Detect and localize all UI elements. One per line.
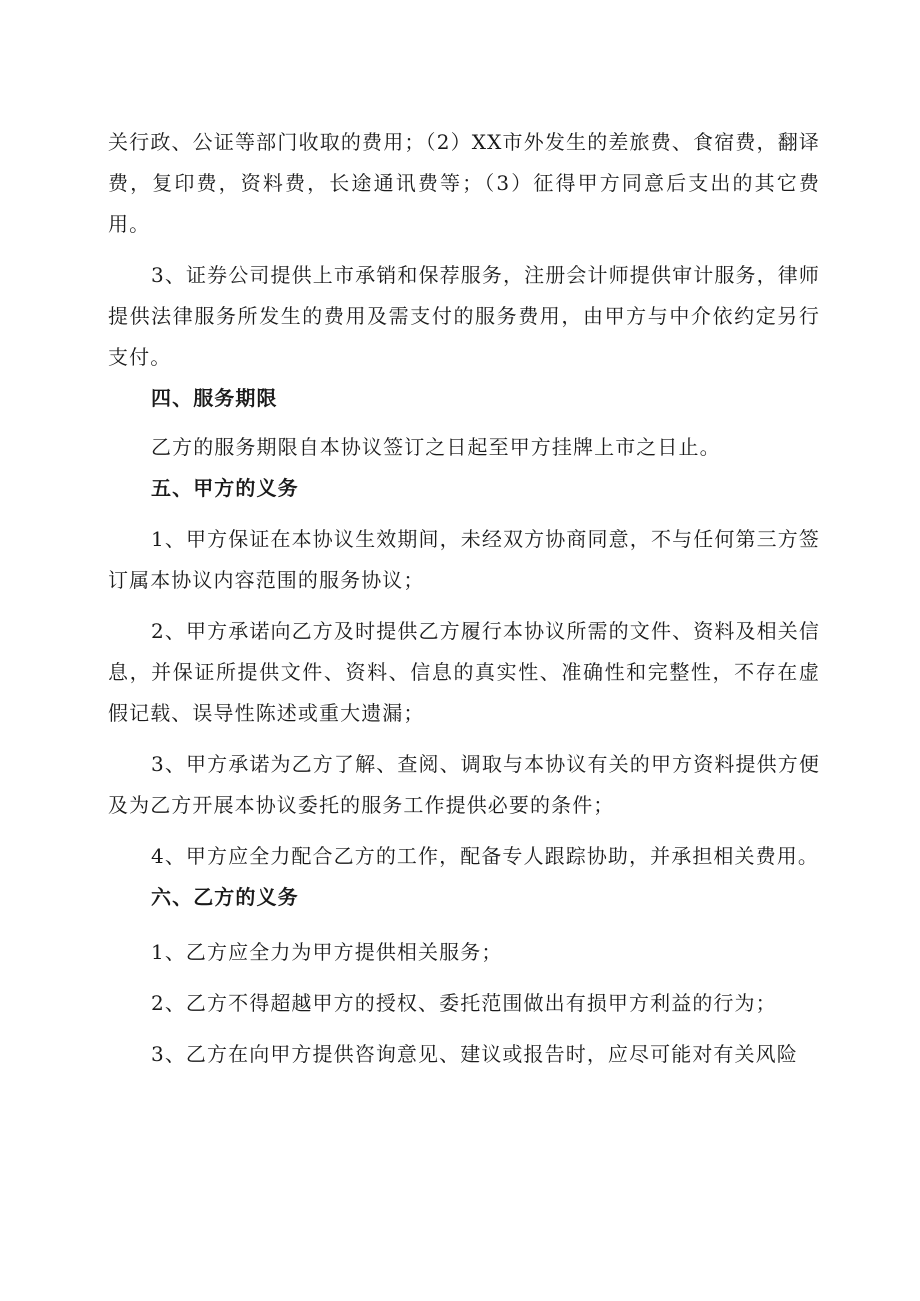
paragraph-intermediary-fees: 3、证券公司提供上市承销和保荐服务，注册会计师提供审计服务，律师提供法律服务所发生的费用及需支付的服务费用，由甲方与中介依约定另行支付。 xyxy=(108,263,820,369)
paragraph-fees-continued: 关行政、公证等部门收取的费用；（2）XX市外发生的差旅费、食宿费，翻译费，复印费，资料费，长途通讯费等；（3）征得甲方同意后支出的其它费用。 xyxy=(108,130,820,236)
paragraph-party-b-obligation-1: 1、乙方应全力为甲方提供相关服务； xyxy=(151,940,503,964)
document-page xyxy=(108,122,820,1075)
section-heading-party-b-obligations: 六、乙方的义务 xyxy=(151,885,299,909)
paragraph-party-a-obligation-1: 1、甲方保证在本协议生效期间，未经双方协商同意，不与任何第三方签订属本协议内容范围的服务协议； xyxy=(108,527,820,592)
paragraph-service-term: 乙方的服务期限自本协议签订之日起至甲方挂牌上市之日止。 xyxy=(151,435,721,459)
paragraph-party-b-obligation-3: 3、乙方在向甲方提供咨询意见、建议或报告时，应尽可能对有关风险 xyxy=(151,1042,798,1066)
paragraph-party-a-obligation-4: 4、甲方应全力配合乙方的工作，配备专人跟踪协助，并承担相关费用。 xyxy=(151,844,819,868)
paragraph-party-a-obligation-2: 2、甲方承诺向乙方及时提供乙方履行本协议所需的文件、资料及相关信息，并保证所提供文件、资料、信息的真实性、准确性和完整性，不存在虚假记载、误导性陈述或重大遗漏； xyxy=(108,619,820,725)
paragraph-party-a-obligation-3: 3、甲方承诺为乙方了解、查阅、调取与本协议有关的甲方资料提供方便及为乙方开展本协议委托的服务工作提供必要的条件； xyxy=(108,752,820,817)
section-heading-service-term: 四、服务期限 xyxy=(151,386,278,410)
paragraph-party-b-obligation-2: 2、乙方不得超越甲方的授权、委托范围做出有损甲方利益的行为； xyxy=(151,991,777,1015)
section-heading-party-a-obligations: 五、甲方的义务 xyxy=(151,476,299,500)
